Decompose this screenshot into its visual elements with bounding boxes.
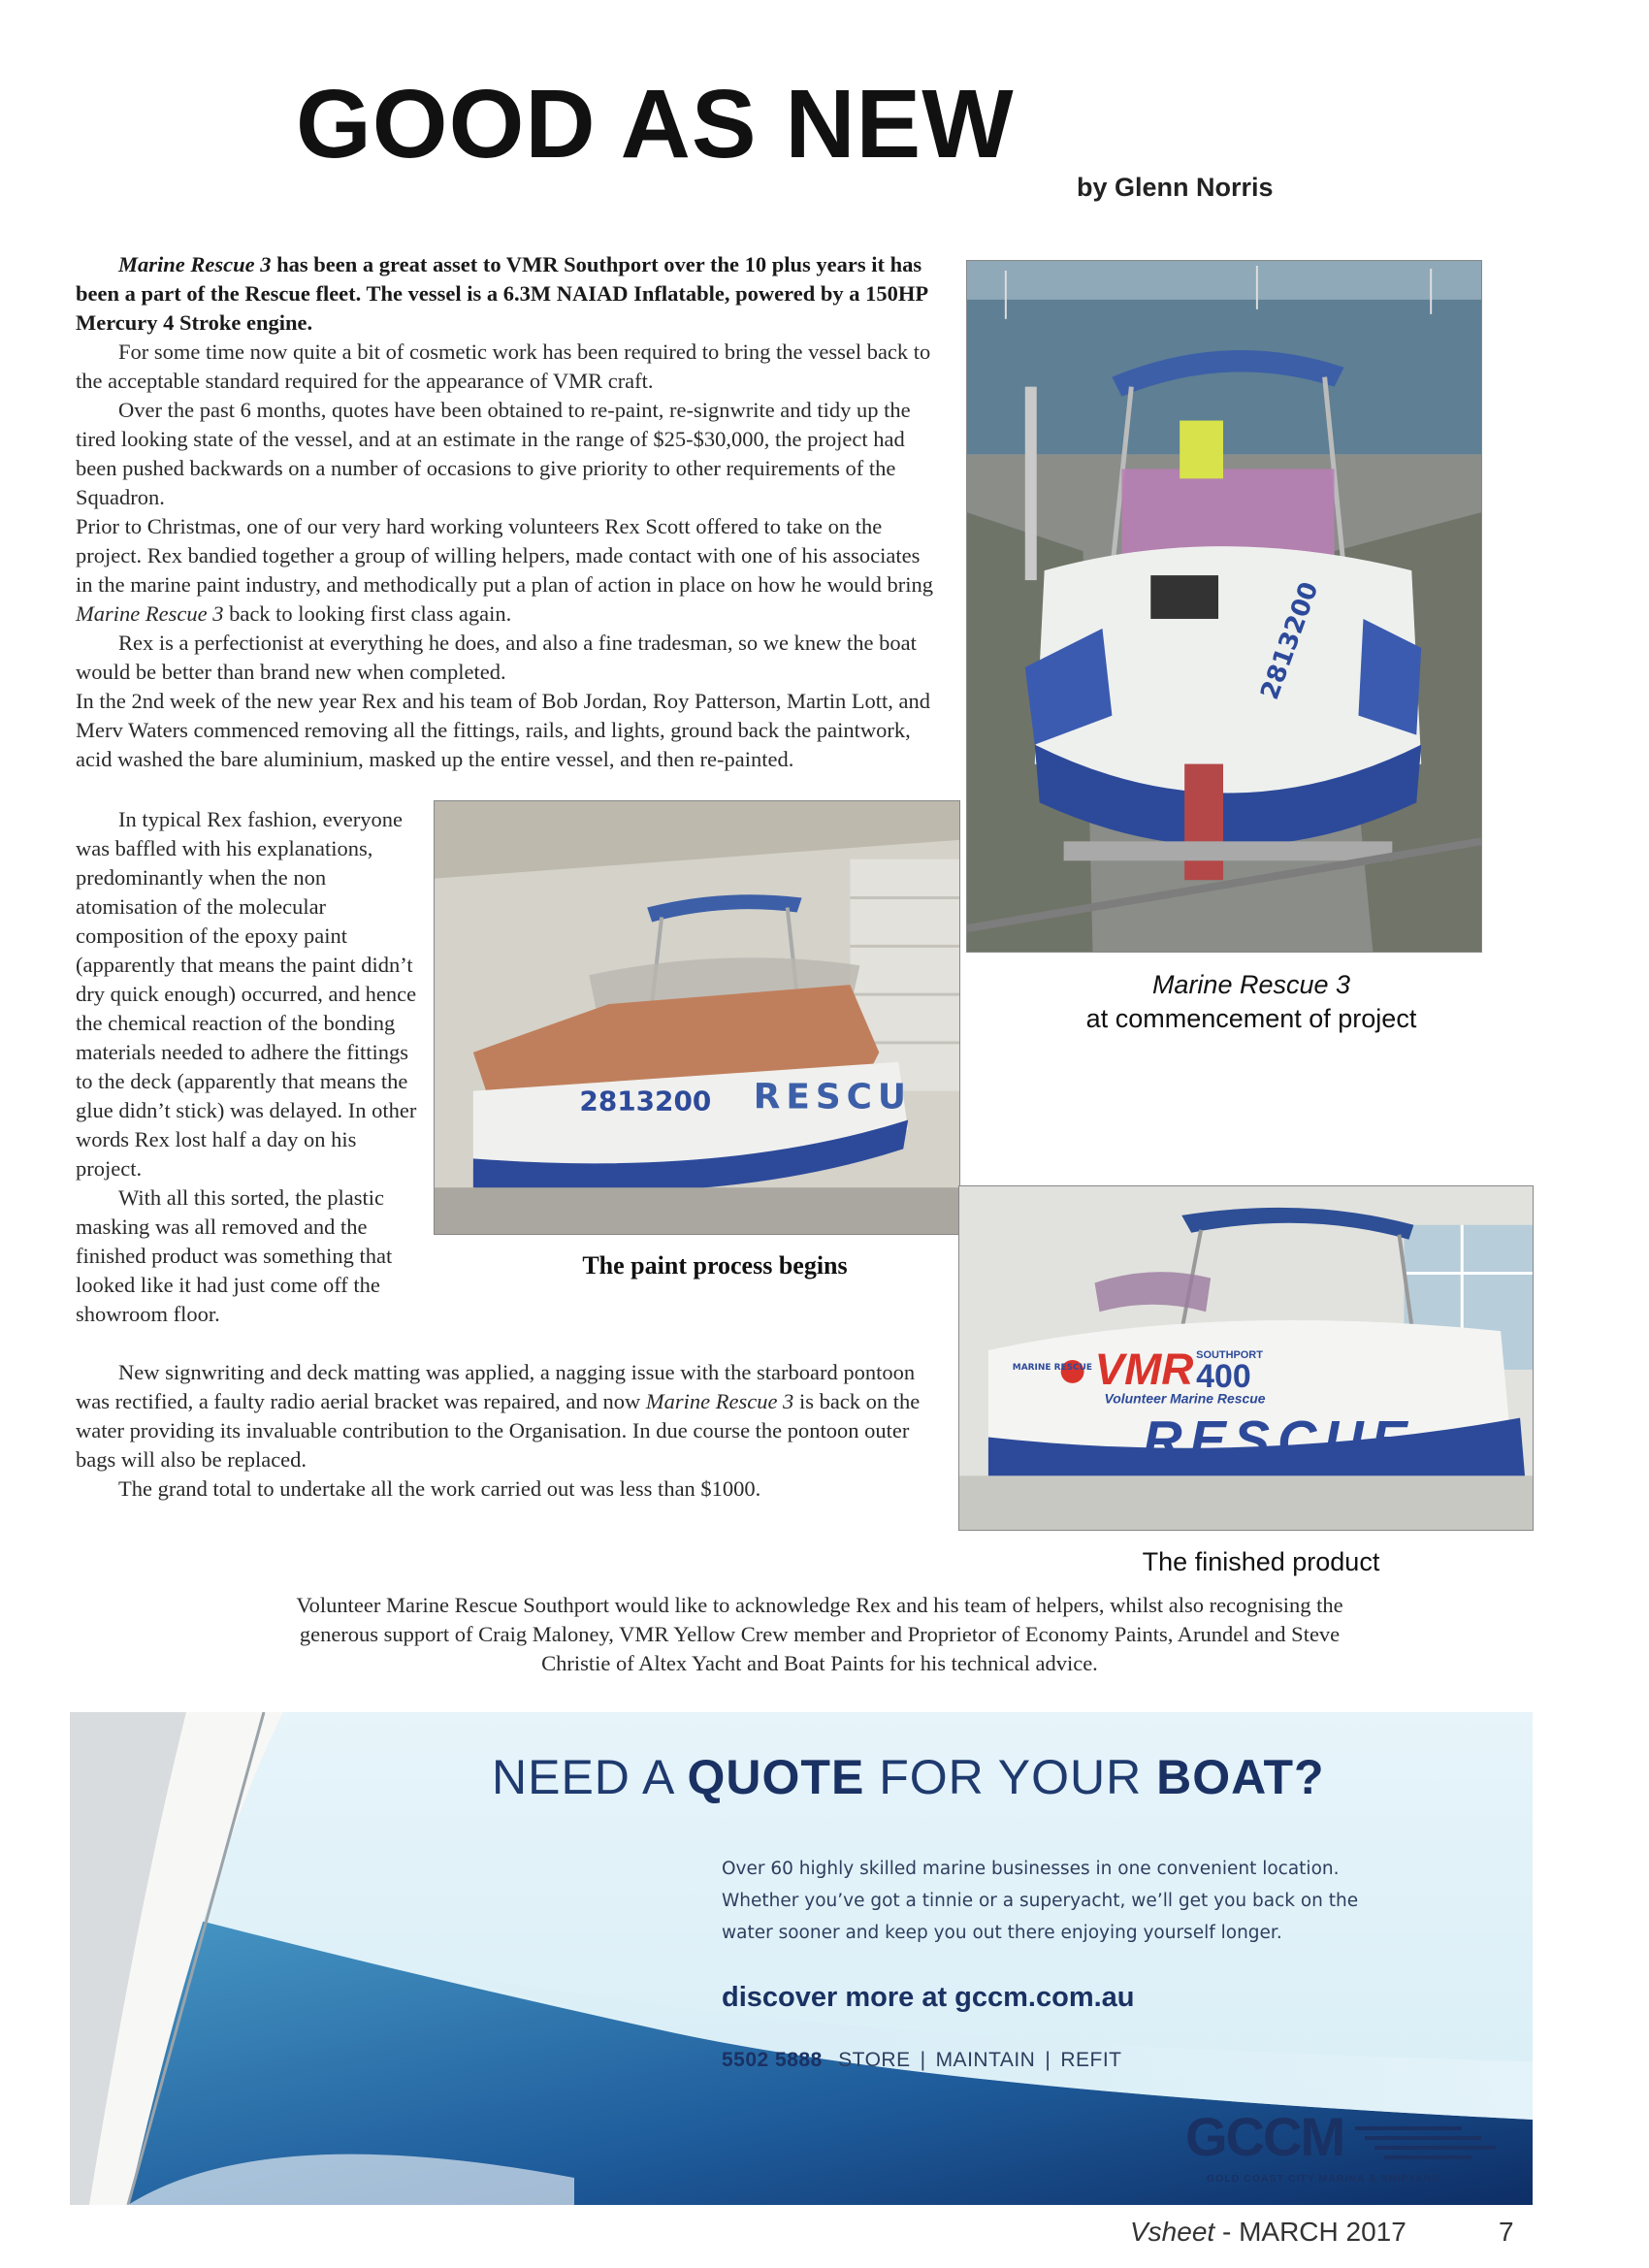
ad-body: Over 60 highly skilled marine businesses in one convenient location. Whether you’ve got a tinnie or a superyacht, we’ll get you back on the water sooner and keep you out there enjoying yourself longer. <box>722 1859 1359 1943</box>
ad-headline <box>492 1749 1325 1805</box>
ad-service-maintain: MAINTAIN <box>935 2049 1036 2071</box>
ad-divider: | <box>1045 2049 1051 2071</box>
paragraph-3 <box>76 512 939 629</box>
page-footer: Vsheet - MARCH 2017 <box>1130 2217 1406 2247</box>
lead-vessel-name: Marine Rescue 3 <box>118 252 272 276</box>
page-title: GOOD AS NEW <box>296 70 1015 178</box>
paragraph-3-text-b: back to looking first class again. <box>223 601 512 626</box>
paragraph-8-text-b: is back on the water providing its invaluable contribution to the Organisation. In due course the pontoon outer bags will also be replaced. <box>76 1389 921 1472</box>
gccm-logo-subtext: GOLD COAST CITY MARINA & SHIPYARD <box>1207 2173 1440 2185</box>
paint-hull-rego: 2813200 <box>579 1085 712 1118</box>
page-number: 7 <box>1499 2217 1514 2247</box>
caption-finished-product: The finished product <box>1142 1547 1380 1576</box>
paragraph-8 <box>76 1358 939 1474</box>
paint-hull-word: RESCU <box>753 1077 913 1118</box>
finished-decal-sub: Volunteer Marine Rescue <box>1104 1390 1266 1407</box>
ad-service-refit: REFIT <box>1060 2049 1122 2071</box>
commencement-hull-rego: 2813200 <box>1255 578 1325 704</box>
boat-commencement-image <box>967 261 1481 952</box>
ad-divider: | <box>920 2049 926 2071</box>
article-body-top <box>76 250 939 774</box>
gccm-advertisement[interactable] <box>70 1712 1533 2205</box>
paragraph-2: Over the past 6 months, quotes have been obtained to re-paint, re-signwrite and tidy up the tired looking state of the vessel, and at an estimate in the range of $25-$30,000, the project had been pushed backwards on a number of occasions to give priority to other requirements of the Squadron. <box>76 398 911 509</box>
caption-commencement-line1: Marine Rescue 3 <box>1151 970 1351 999</box>
paragraph-5: In the 2nd week of the new year Rex and his team of Bob Jordan, Roy Patterson, Martin Lott, and Merv Waters commenced removing all the fittings, rails, and lights, ground back the paintwork, acid washed the bare aluminium, masked up the entire vessel, and then re-painted. <box>76 689 931 771</box>
ad-headline-bold2: BOAT? <box>1156 1750 1325 1804</box>
finished-hull-word: RESCUE <box>1143 1409 1415 1471</box>
finished-decal-small: SOUTHPORT <box>1196 1349 1263 1361</box>
caption-paint-process: The paint process begins <box>582 1251 848 1280</box>
paragraph-1: For some time now quite a bit of cosmetic work has been required to bring the vessel back to the acceptable standard required for the appearance of VMR craft. <box>76 340 931 393</box>
ad-contact <box>722 2049 1121 2072</box>
ad-headline-part1: NEED A <box>492 1750 688 1804</box>
logo-waves-icon <box>1355 2119 1501 2163</box>
paragraph-7: With all this sorted, the plastic masking was all removed and the finished product was something that looked like it had just come off the showroom floor. <box>76 1185 393 1326</box>
photo-commencement <box>966 260 1482 953</box>
ad-headline-part2: FOR YOUR <box>864 1750 1157 1804</box>
caption-commencement <box>970 968 1533 1036</box>
paragraph-6: In typical Rex fashion, everyone was baffled with his explanations, predominantly when the non atomisation of the molecular composition of the epoxy paint (apparently that means the paint didn’t dry quick enough) occurred, and hence the chemical reaction of the bonding materials needed to adhere the fittings to the deck (apparently that means the glue didn’t stick) was delayed. In other words Rex lost half a day on his project. <box>76 807 417 1181</box>
boat-finished-image <box>959 1186 1533 1530</box>
paragraph-9: The grand total to undertake all the work carried out was less than $1000. <box>118 1476 761 1501</box>
paragraph-8-text-a: New signwriting and deck matting was applied, a nagging issue with the starboard pontoon was rectified, a faulty radio aerial bracket was repaired, and now <box>76 1360 916 1413</box>
footer-issue: MARCH 2017 <box>1239 2217 1406 2247</box>
ad-phone[interactable]: 5502 5888 <box>722 2049 823 2071</box>
finished-decal-number: 400 <box>1196 1357 1251 1395</box>
ad-service-store: STORE <box>838 2049 911 2071</box>
paragraph-3-text-a: Prior to Christmas, one of our very hard working volunteers Rex Scott offered to take on the project. Rex bandied together a group of willing helpers, made contact with one of his associates in the marine paint industry, and methodically put a plan of action in place on how he would bring <box>76 514 933 597</box>
article-body-narrow <box>76 805 427 1329</box>
finished-decal-badge: MARINE RESCUE <box>1012 1362 1092 1373</box>
lead-paragraph <box>76 250 939 338</box>
ad-website-link[interactable]: discover more at gccm.com.au <box>722 1982 1135 2013</box>
gccm-logo-text: GCCM <box>1185 2106 1344 2167</box>
paragraph-8-vessel: Marine Rescue 3 <box>645 1389 794 1413</box>
footer-publication: Vsheet <box>1130 2217 1215 2247</box>
paragraph-4: Rex is a perfectionist at everything he does, and also a fine tradesman, so we knew the boat would be better than brand new when completed. <box>76 631 917 684</box>
byline: by Glenn Norris <box>1077 173 1274 202</box>
gccm-logo <box>1185 2105 1505 2192</box>
photo-paint-process <box>434 800 960 1235</box>
article-body-bottom <box>76 1358 939 1504</box>
acknowledgement: Volunteer Marine Rescue Southport would like to acknowledge Rex and his team of helpers, whilst also recognising the generous support of Craig Maloney, VMR Yellow Crew member and Proprietor of Economy Paints, Arundel and Steve Christie of Altex Yacht and Boat Paints for his technical advice. <box>296 1593 1343 1675</box>
photo-finished-product <box>958 1185 1534 1531</box>
boat-paint-image <box>435 801 959 1234</box>
ad-headline-bold1: QUOTE <box>687 1750 865 1804</box>
lead-text: has been a great asset to VMR Southport over the 10 plus years it has been a part of the Rescue fleet. The vessel is a 6.3M NAIAD Inflatable, powered by a 150HP Mercury 4 Stroke engine. <box>76 252 927 335</box>
paragraph-3-vessel: Marine Rescue 3 <box>76 601 224 626</box>
caption-commencement-line2: at commencement of project <box>1085 1004 1417 1033</box>
finished-decal-brand: VMR <box>1094 1344 1194 1394</box>
